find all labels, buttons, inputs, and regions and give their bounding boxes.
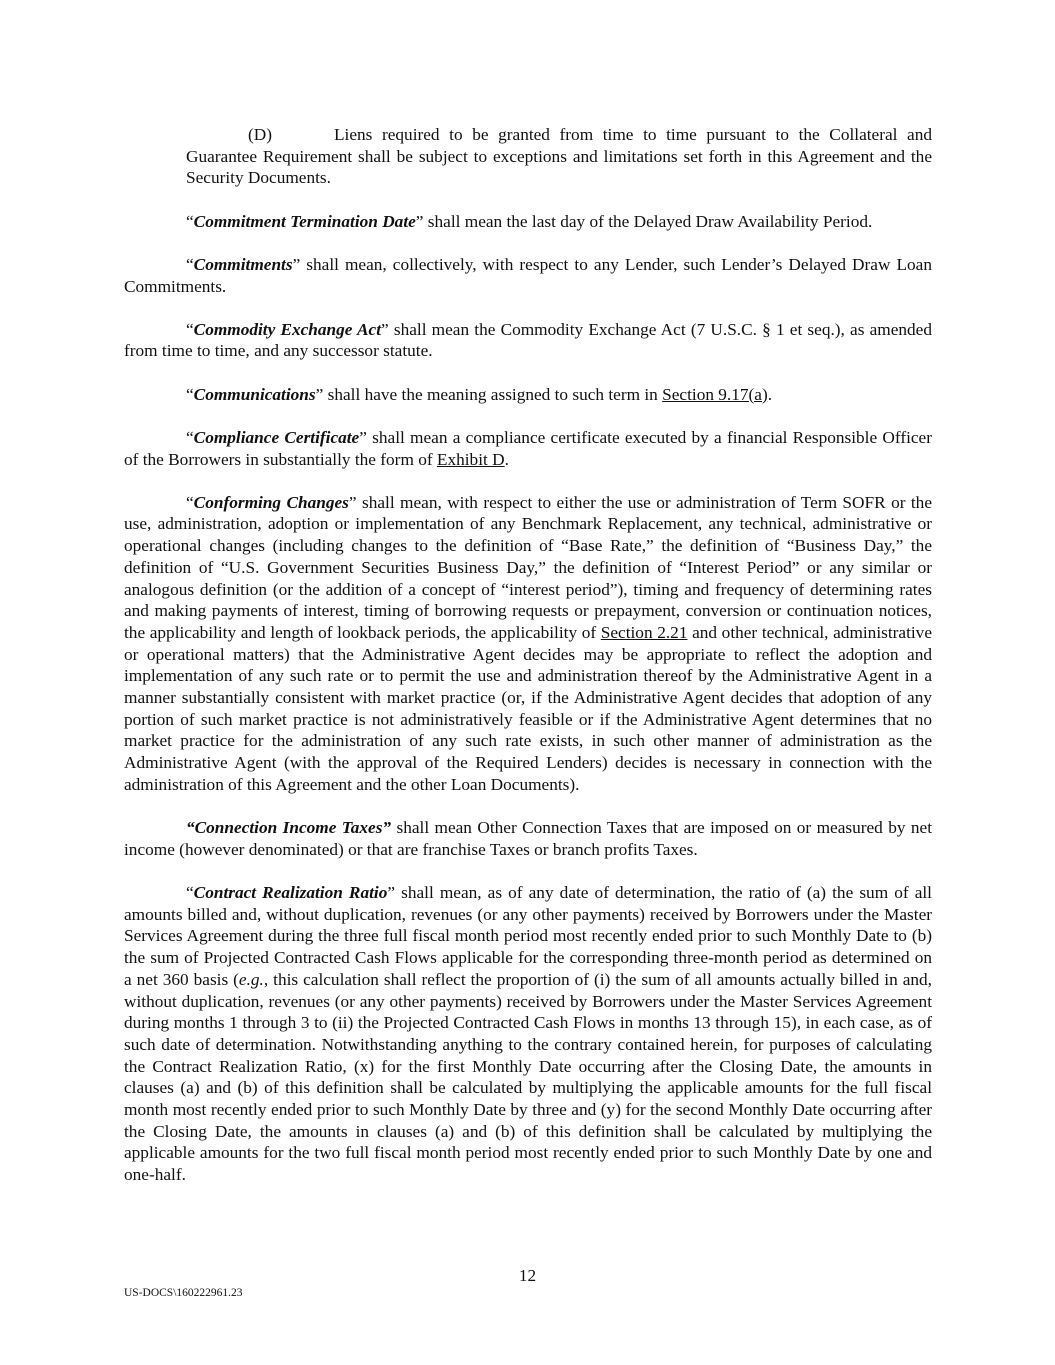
defined-term: Commodity Exchange Act	[193, 319, 382, 339]
section-reference-link[interactable]: Section 9.17(a)	[662, 384, 768, 404]
definition-conforming-changes: “Conforming Changes” shall mean, with respect to either the use or administration of Term SOFR or the use, administration, adoption or implementation of any Benchmark Replacement, any technical, administrative or operational changes (including changes to the definition of “Base Rate,” the definition of “Business Day,” the definition of “U.S. Government Securities Business Day,” the definition of “Interest Period” or any similar or analogous definition (or the addition of a concept of “interest period”), timing and frequency of determining rates and making payments of interest, timing of borrowing requests or prepayment, conversion or continuation notices, the applicability and length of lookback periods, the applicability of Section 2.21 and other technical, administrative or operational matters) that the Administrative Agent decides may be appropriate to reflect the adoption and implementation of any such rate or to permit the use and administration thereof by the Administrative Agent in a manner substantially consistent with market practice (or, if the Administrative Agent decides that adoption of any portion of such market practice is not administratively feasible or if the Administrative Agent determines that no market practice for the administration of any such rate exists, in such other manner of administration as the Administrative Agent (with the approval of the Required Lenders) decides is necessary in connection with the administration of this Agreement and the other Loan Documents).	[124, 492, 932, 794]
definition-text: shall have the meaning assigned to such term in	[323, 384, 663, 404]
clause-label: (D)	[248, 125, 272, 144]
definition-commitment-termination-date: “Commitment Termination Date” shall mean the last day of the Delayed Draw Availability Period.	[186, 211, 873, 231]
defined-term: Commitments	[193, 254, 293, 274]
defined-term: “Connection Income Taxes”	[186, 818, 392, 838]
defined-term: Contract Realization Ratio	[193, 882, 388, 902]
definition-communications: “Communications” shall have the meaning assigned to such term in Section 9.17(a).	[186, 384, 773, 404]
document-body	[124, 124, 932, 1207]
definition-text-end: and other technical, administrative or operational matters) that the Administrative Agent decides may be appropriate to reflect the adoption and implementation of any such rate or to permit the use and administration thereof by the Administrative Agent in a manner substantially consistent with market practice (or, if the Administrative Agent decides that adoption of any portion of such market practice is not administratively feasible or if the Administrative Agent determines that no market practice for the administration of any such rate exists, in such other manner of administration as the Administrative Agent (with the approval of the Required Lenders) decides is necessary in connection with the administration of this Agreement and the other Loan Documents).	[124, 622, 932, 794]
defined-term: Commitment Termination Date	[193, 211, 416, 231]
definition-commodity-exchange-act: “Commodity Exchange Act” shall mean the Commodity Exchange Act (7 U.S.C. § 1 et seq.), as amended from time to time, and any successor statute.	[124, 319, 932, 361]
definition-text: shall mean, collectively, with respect to any Lender, such Lender’s Delayed Draw Loan Commitments.	[124, 254, 932, 296]
clause-d	[186, 124, 932, 189]
definition-compliance-certificate: “Compliance Certificate” shall mean a compliance certificate executed by a financial Responsible Officer of the Borrowers in substantially the form of Exhibit D.	[124, 427, 932, 469]
definition-text: shall mean the last day of the Delayed Draw Availability Period.	[423, 211, 873, 231]
definition-text-end: , this calculation shall reflect the proportion of (i) the sum of all amounts actually billed in and, without duplication, revenues (or any other payments) received by Borrowers under the Master Services Agreement during months 1 through 3 to (ii) the Projected Contracted Cash Flows in months 13 through 15), in each case, as of such date of determination. Notwithstanding anything to the contrary contained herein, for purposes of calculating the Contract Realization Ratio, (x) for the first Monthly Date occurring after the Closing Date, the amounts in clauses (a) and (b) of this definition shall be calculated by multiplying the applicable amounts for the full fiscal month most recently ended prior to such Monthly Date by three and (y) for the second Monthly Date occurring after the Closing Date, the amounts in clauses (a) and (b) of this definition shall be calculated by multiplying the applicable amounts for the two full fiscal month period most recently ended prior to such Monthly Date by one and one-half.	[124, 969, 932, 1185]
definition-text: shall mean Other Connection Taxes that are imposed on or measured by net income (however denominated) or that are franchise Taxes or branch profits Taxes.	[124, 818, 932, 859]
defined-term: Compliance Certificate	[193, 427, 360, 447]
definition-text-end: .	[767, 384, 773, 404]
section-reference-link[interactable]: Section 2.21	[600, 622, 688, 642]
exhibit-reference-link[interactable]: Exhibit D	[436, 449, 505, 469]
definition-text: shall mean, as of any date of determination, the ratio of (a) the sum of all amounts billed and, without duplication, revenues (or any other payments) received by Borrowers under the Master Services Agreement during the three full fiscal month period most recently ended prior to such Monthly Date to (b) the sum of Projected Contracted Cash Flows applicable for the corresponding three-month period as determined on a net 360 basis (	[124, 882, 932, 989]
defined-term: Conforming Changes	[193, 492, 349, 512]
defined-term: Communications	[193, 384, 316, 404]
definition-text: shall mean the Commodity Exchange Act (7 U.S.C. § 1 et seq.), as amended from time to time, and any successor statute.	[124, 319, 932, 361]
definition-text-end: .	[504, 449, 509, 469]
clause-text: Liens required to be granted from time to time pursuant to the Collateral and Guarantee Requirement shall be subject to exceptions and limitations set forth in this Agreement and the Security Documents.	[186, 125, 932, 188]
page-number: 12	[518, 1266, 537, 1285]
definition-connection-income-taxes	[124, 817, 932, 860]
definition-contract-realization-ratio: “Contract Realization Ratio” shall mean, as of any date of determination, the ratio of (a) the sum of all amounts billed and, without duplication, revenues (or any other payments) received by Borrowers under the Master Services Agreement during the three full fiscal month period most recently ended prior to such Monthly Date to (b) the sum of Projected Contracted Cash Flows applicable for the corresponding three-month period as determined on a net 360 basis (e.g., this calculation shall reflect the proportion of (i) the sum of all amounts actually billed in and, without duplication, revenues (or any other payments) received by Borrowers under the Master Services Agreement during months 1 through 3 to (ii) the Projected Contracted Cash Flows in months 13 through 15), in each case, as of such date of determination. Notwithstanding anything to the contrary contained herein, for purposes of calculating the Contract Realization Ratio, (x) for the first Monthly Date occurring after the Closing Date, the amounts in clauses (a) and (b) of this definition shall be calculated by multiplying the applicable amounts for the full fiscal month most recently ended prior to such Monthly Date by three and (y) for the second Monthly Date occurring after the Closing Date, the amounts in clauses (a) and (b) of this definition shall be calculated by multiplying the applicable amounts for the two full fiscal month period most recently ended prior to such Monthly Date by one and one-half.	[124, 882, 932, 1185]
definition-text: shall mean, with respect to either the use or administration of Term SOFR or the use, administration, adoption or implementation of any Benchmark Replacement, any technical, administrative or operational changes (including changes to the definition of “Base Rate,” the definition of “Business Day,” the definition of “U.S. Government Securities Business Day,” the definition of “Interest Period” or any similar or analogous definition (or the addition of a concept of “interest period”), timing and frequency of determining rates and making payments of interest, timing of borrowing requests or prepayment, conversion or continuation notices, the applicability and length of lookback periods, the applicability of	[124, 492, 932, 642]
definition-text: shall mean a compliance certificate executed by a financial Responsible Officer of the Borrowers in substantially the form of	[124, 427, 932, 469]
document-id: US-DOCS\160222961.23	[124, 1287, 243, 1299]
definition-commitments: “Commitments” shall mean, collectively, with respect to any Lender, such Lender’s Delayed Draw Loan Commitments.	[124, 254, 932, 296]
italic-abbreviation: e.g.	[238, 969, 264, 989]
